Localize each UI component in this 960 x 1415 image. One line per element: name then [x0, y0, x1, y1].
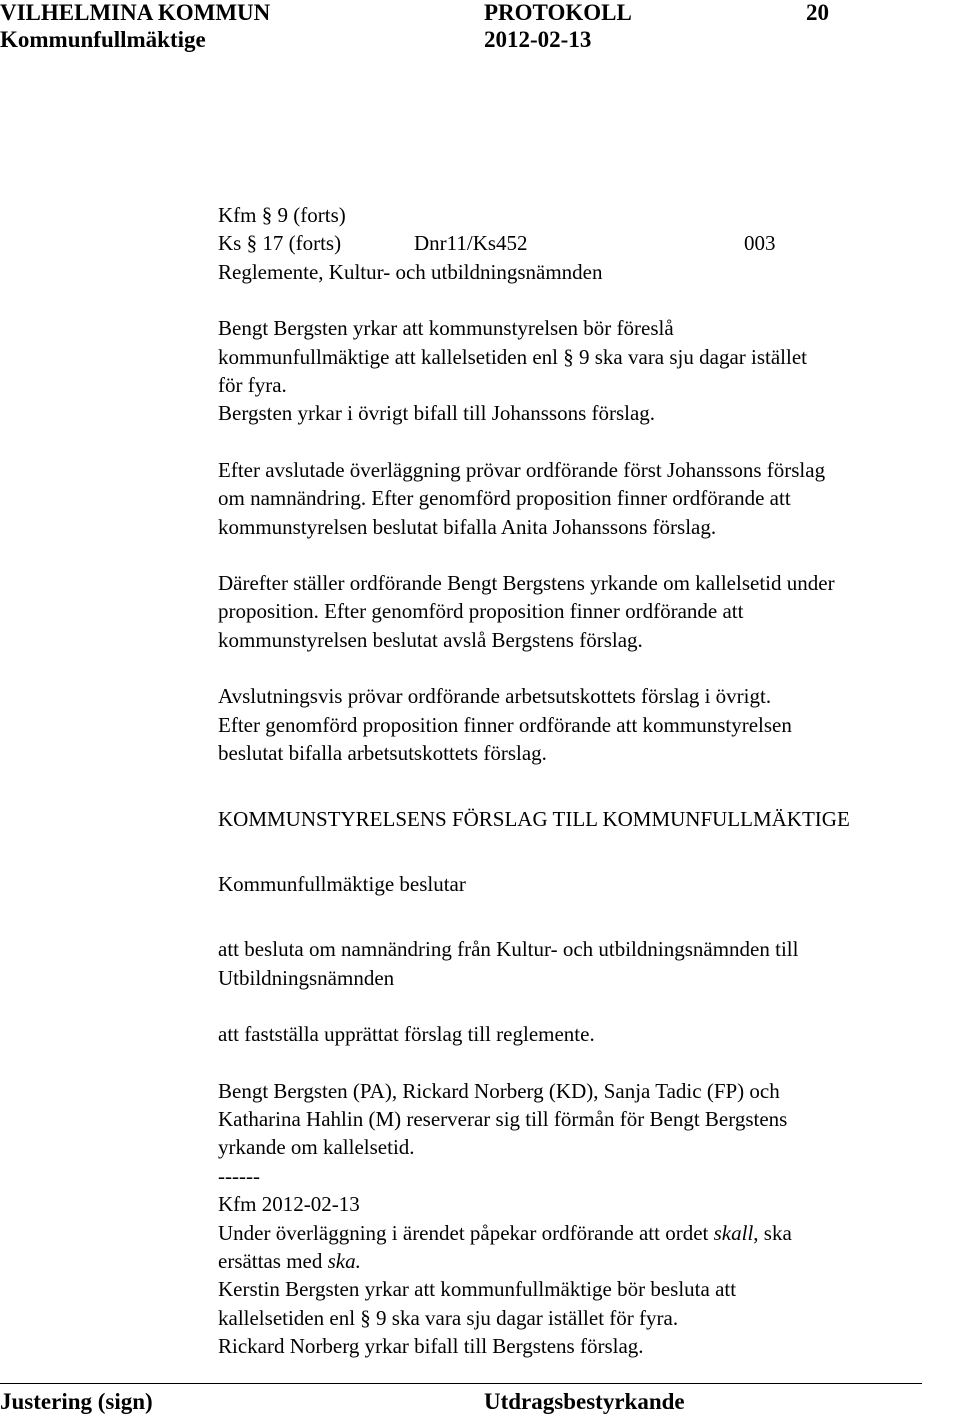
- section-symbol: §: [246, 231, 258, 256]
- reservation-line: Katharina Hahlin (M) reserverar sig till förmån för Bengt Bergstens: [218, 1106, 788, 1131]
- proposal-heading: KOMMUNSTYRELSENS FÖRSLAG TILL KOMMUNFULLMÄKTIGE: [218, 806, 850, 831]
- remark-emphasis: ska.: [327, 1248, 361, 1273]
- decision-line: Utbildningsnämnden: [218, 965, 395, 990]
- header-body: Kommunfullmäktige: [0, 27, 206, 52]
- paragraph-line: Efter avslutade överläggning prövar ordförande först Johanssons förslag: [218, 457, 826, 482]
- paragraph-line: Därefter ställer ordförande Bengt Bergstens yrkande om kallelsetid under: [218, 571, 835, 596]
- dnr: Dnr11/Ks452: [414, 231, 528, 256]
- footer-justering: Justering (sign): [0, 1389, 153, 1414]
- remark-text: , ska: [753, 1220, 792, 1245]
- paragraph-line: om namnändring. Efter genomförd proposition finner ordförande att: [218, 486, 791, 511]
- kfm-label: Kfm: [218, 203, 257, 227]
- footer-rule: [0, 1383, 922, 1384]
- header-org: VILHELMINA KOMMUN: [0, 0, 271, 25]
- header-date: 2012-02-13: [484, 27, 592, 52]
- paragraph-line: Bergsten yrkar i övrigt bifall till Johanssons förslag.: [218, 401, 656, 426]
- case-code: 003: [744, 231, 776, 256]
- decision-line: att fastställa upprättat förslag till reglemente.: [218, 1022, 595, 1047]
- paragraph-line: kommunfullmäktige att kallelsetiden enl § 9 ska vara sju dagar istället: [218, 344, 808, 369]
- motion-line: kallelsetiden enl § 9 ska vara sju dagar istället för fyra.: [218, 1305, 679, 1330]
- paragraph-line: Bengt Bergsten yrkar att kommunstyrelsen bör föreslå: [218, 316, 674, 341]
- reservation-line: yrkande om kallelsetid.: [218, 1135, 415, 1160]
- remark-line: [218, 1247, 960, 1275]
- separator: ------: [218, 1163, 260, 1188]
- remark-line: [218, 1219, 960, 1247]
- case-title: Reglemente, Kultur- och utbildningsnämnden: [218, 259, 603, 284]
- ks-note: (forts): [288, 231, 342, 256]
- footer-utdragsbestyrkande: Utdragsbestyrkande: [484, 1389, 685, 1414]
- protocol-body: [218, 201, 960, 1361]
- motion-line: Rickard Norberg yrkar bifall till Bergstens förslag.: [218, 1334, 644, 1359]
- ks-label: Ks: [218, 231, 242, 256]
- ks-number: 17: [262, 231, 284, 256]
- kfm-date-line: Kfm 2012-02-13: [218, 1192, 360, 1217]
- remark-text: Under överläggning i ärendet påpekar ordförande att ordet: [218, 1220, 714, 1245]
- remark-emphasis: skall: [713, 1220, 754, 1245]
- header-doc-type: PROTOKOLL: [484, 0, 632, 25]
- paragraph-line: Efter genomförd proposition finner ordförande att kommunstyrelsen: [218, 712, 792, 737]
- header-page-number: 20: [806, 0, 829, 25]
- reservation-line: Bengt Bergsten (PA), Rickard Norberg (KD), Sanja Tadic (FP) och: [218, 1078, 780, 1103]
- section-symbol: §: [261, 203, 273, 227]
- case-kfm-line: [218, 201, 960, 229]
- paragraph-line: beslutat bifalla arbetsutskottets förslag.: [218, 741, 547, 766]
- kfm-note: (forts): [293, 203, 346, 227]
- case-ks-line: [218, 229, 960, 257]
- remark-text: ersättas med: [218, 1248, 328, 1273]
- paragraph-line: kommunstyrelsen beslutat avslå Bergstens förslag.: [218, 627, 643, 652]
- decision-line: att besluta om namnändring från Kultur- och utbildningsnämnden till: [218, 937, 799, 962]
- paragraph-line: Avslutningsvis prövar ordförande arbetsutskottets förslag i övrigt.: [218, 684, 772, 709]
- paragraph-line: för fyra.: [218, 373, 287, 398]
- paragraph-line: kommunstyrelsen beslutat bifalla Anita Johanssons förslag.: [218, 514, 717, 539]
- kfm-number: 9: [277, 203, 288, 227]
- paragraph-line: proposition. Efter genomförd proposition finner ordförande att: [218, 599, 744, 624]
- motion-line: Kerstin Bergsten yrkar att kommunfullmäktige bör besluta att: [218, 1277, 737, 1302]
- decision-intro: Kommunfullmäktige beslutar: [218, 871, 466, 896]
